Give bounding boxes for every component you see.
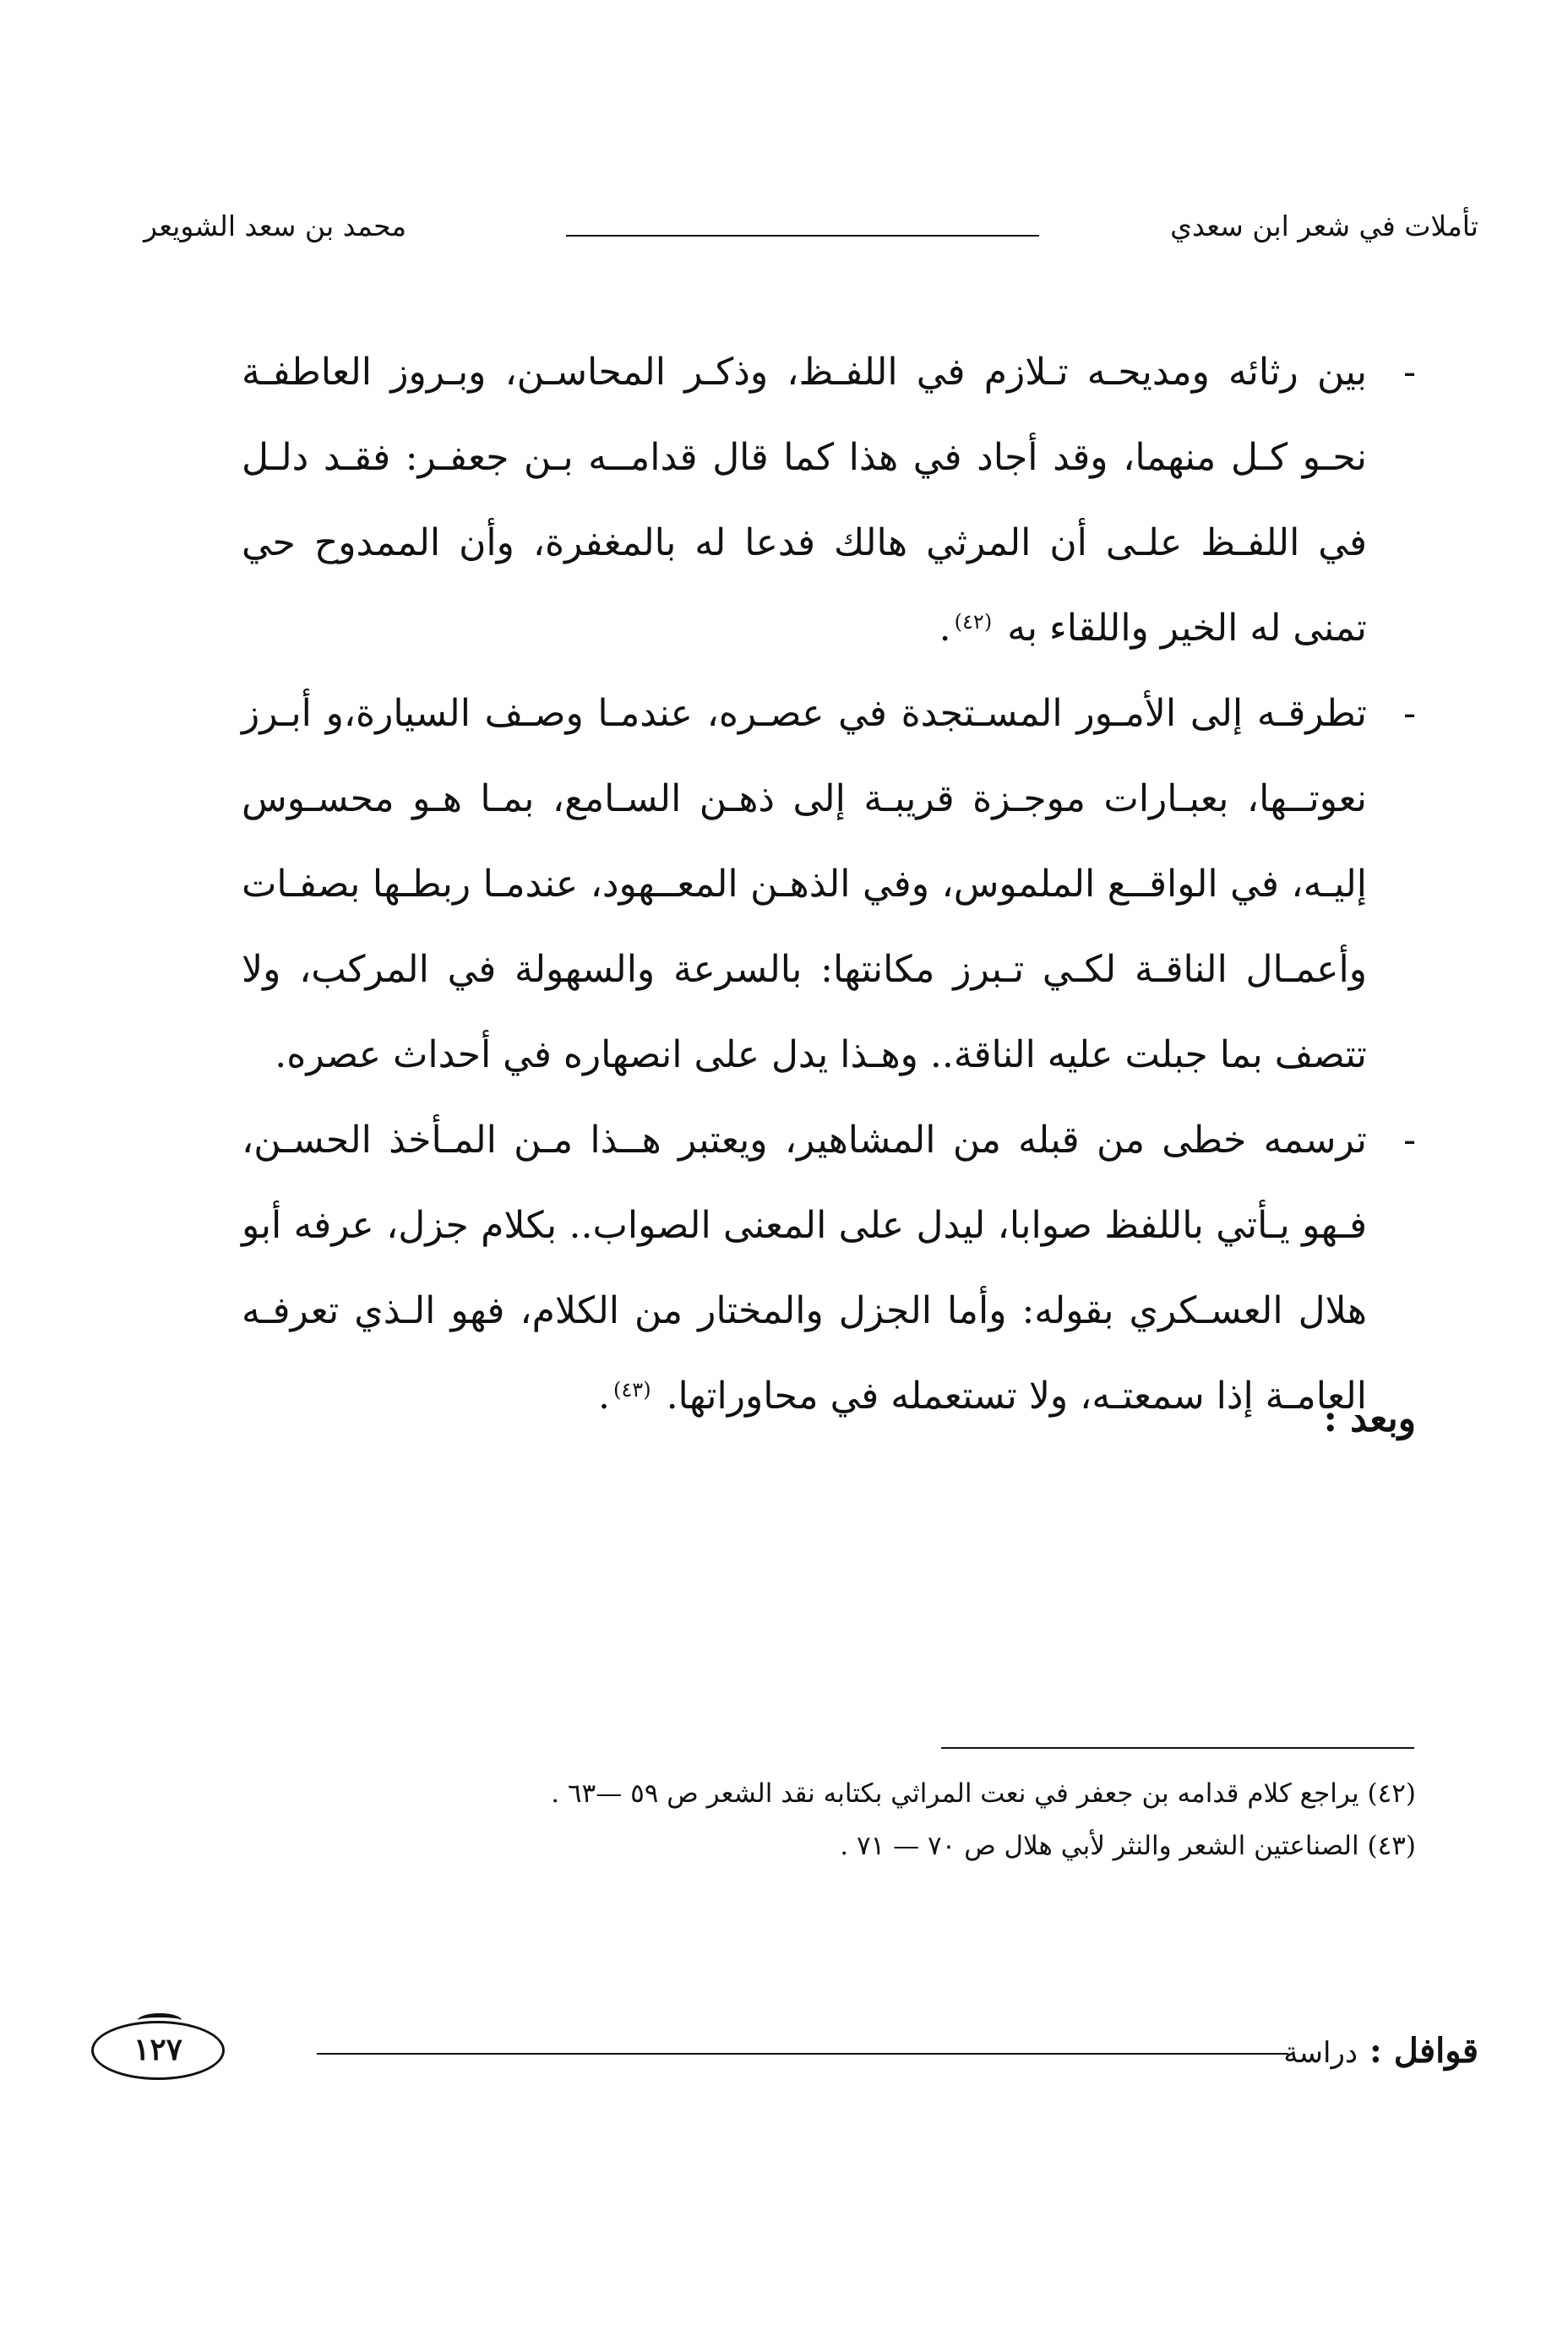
bullet-mark: - (1403, 1119, 1416, 1162)
bullet-text: ترسمه خطى من قبله من المشاهير، ويعتبر هــذا مـن المـأخذ الحسـن، فـهو يـأتي باللفظ صوابا، ليدل على المعنى الصواب.. بكلام جزل، عرفه أبو هلال العسـكري بقوله: وأما الجزل والمختار من الكلام، فهو الـذي تعرفـه العامـة إذا سمعتـه، ولا تستعمله في محاوراتها. (242, 1119, 1367, 1418)
bullet-item-1 (242, 329, 1416, 671)
running-header (144, 201, 1478, 252)
footer-journal (1283, 2017, 1478, 2087)
header-rule (566, 235, 1039, 237)
bullet-mark: - (1403, 692, 1416, 735)
footnote-42: (٤٢) يراجع كلام قدامه بن جعفر في نعت المراثي بكتابه نقد الشعر ص ٥٩ —٦٣ . (551, 1778, 1416, 1809)
bullet-text: تطرقـه إلى الأمـور المسـتجدة في عصـره، عندمـا وصـف السيارة،و أبـرز نعوتــها، بعبـارات موجـزة قريبـة إلى ذهـن السـامع، بمـا هـو محسـوس إليـه، في الواقــع الملموس، وفي الذهـن المعــهود، عندمـا ربطـها بصفـات وأعمـال الناقـة لكـي تـبرز مكانتها: بالسرعة والسهولة في المركب، ولا تتصف بما جبلت عليه الناقة.. وهـذا يدل على انصهاره في أحداث عصره. (242, 692, 1367, 1076)
running-footer (91, 2017, 1478, 2085)
journal-name: قوافل (1393, 2031, 1478, 2071)
bullet-text: بين رثائه ومديحـه تـلازم في اللفـظ، وذكـر المحاسـن، وبـروز العاطفـة نحـو كـل منهما، وقد أجاد في هذا كما قال قدامــه بـن جعفـر: فقـد دلـل في اللفـظ علـى أن المرثي هالك فدعا له بالمغفرة، وأن الممدوح حي تمنى له الخير واللقاء به (242, 351, 1367, 650)
footnote-rule (941, 1747, 1414, 1749)
bullet-item-2 (242, 671, 1416, 1097)
header-author: محمد بن سعد الشويعر (144, 210, 407, 242)
footnote-ref: (٤٣) (613, 1378, 651, 1402)
bullet-tail: . (598, 1375, 611, 1418)
bullet-mark: - (1403, 351, 1416, 394)
bullet-tail: . (939, 607, 951, 650)
footnotes (233, 1767, 1416, 1872)
footer-separator: : (1358, 2031, 1394, 2071)
header-title: تأملات في شعر ابن سعدي (1170, 210, 1478, 242)
footnote-43: (٤٣) الصناعتين الشعر والنثر لأبي هلال ص ٧٠ — ٧١ . (840, 1831, 1416, 1861)
footer-rule (317, 2053, 1288, 2055)
footer-section: دراسة (1283, 2036, 1358, 2070)
closing-heading: وبعد : (1323, 1397, 1416, 1440)
footnote-ref: (٤٢) (954, 610, 993, 634)
body-text (242, 329, 1416, 1439)
page-number-badge: ١٢٧ (91, 2021, 225, 2080)
bullet-item-3 (242, 1097, 1416, 1439)
